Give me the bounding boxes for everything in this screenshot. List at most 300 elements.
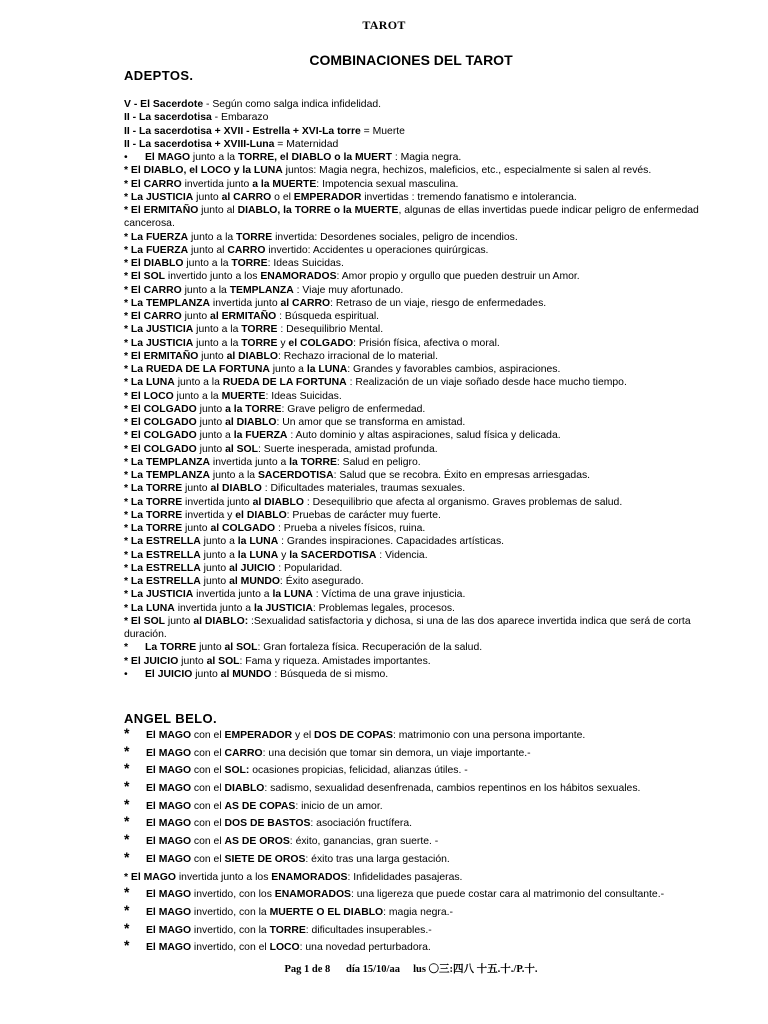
- entry-text: junto a la: [210, 470, 258, 481]
- combination-entry: [124, 795, 724, 816]
- card-name: DOS DE COPAS: [314, 730, 393, 741]
- card-name: El MAGO: [146, 730, 192, 741]
- entry-text: : Realización de un viaje soñado desde hace mucho tiempo.: [346, 377, 627, 389]
- entry-text: junto a: [200, 549, 238, 561]
- entry-text: : Grandes y favorables cambios, aspiraciones.: [347, 364, 561, 375]
- combination-entry: [124, 901, 724, 922]
- combination-entry: [124, 668, 724, 681]
- card-name: SOL:: [224, 765, 250, 777]
- combination-entry: [124, 350, 724, 363]
- asterisk-bullet-icon: *: [124, 831, 130, 848]
- card-name: * El COLGADO: [124, 443, 197, 455]
- card-name: la FUERZA: [233, 430, 288, 442]
- entry-text: : Prueba a niveles físicos, ruina.: [275, 523, 426, 534]
- entry-text: junto: [196, 443, 226, 455]
- entry-text: con el: [191, 800, 225, 812]
- entry-content: [146, 727, 585, 745]
- entry-text: junto: [196, 417, 226, 428]
- entry-text: con el: [191, 747, 225, 759]
- entry-text: con el: [191, 853, 225, 865]
- entry-text: junto: [165, 615, 194, 627]
- entry-text: o el: [271, 191, 294, 203]
- entry-text: junto a: [196, 430, 234, 442]
- combination-entry: [124, 337, 724, 350]
- card-name: al ERMITAÑO: [210, 311, 277, 322]
- card-name: * El DIABLO, el LOCO y la LUNA: [124, 165, 283, 177]
- combination-entry: [124, 727, 724, 745]
- combination-entry: [124, 204, 724, 231]
- card-name: TORRE: [236, 231, 273, 243]
- entry-text: invertida junto a: [210, 456, 290, 468]
- card-name: El MAGO: [146, 783, 192, 795]
- card-name: CARRO: [224, 747, 263, 759]
- entry-text: invertida junto: [182, 496, 253, 508]
- asterisk-bullet-icon: *: [124, 813, 130, 830]
- asterisk-bullet-icon: *: [124, 937, 130, 954]
- combination-entry: [124, 762, 724, 780]
- card-name: al SOL: [206, 655, 240, 667]
- entry-text: : Auto dominio y altas aspiraciones, salud física y delicada.: [287, 430, 561, 442]
- entry-text: : Fama y riqueza. Amistades importantes.: [239, 655, 431, 667]
- combination-entry: [124, 615, 724, 642]
- combination-entry: [124, 429, 724, 442]
- card-name: * La ESTRELLA: [124, 536, 201, 548]
- entry-text: junto a: [200, 536, 238, 548]
- combination-entry: [124, 98, 724, 111]
- card-name: El MAGO: [146, 800, 192, 812]
- section-angel-belo-list: [124, 727, 724, 957]
- entry-text: junto: [198, 350, 227, 362]
- card-name: II - La sacerdotisa + XVIII-Luna: [124, 138, 275, 150]
- entry-text: juntos: Magia negra, hechizos, maleficios, etc., especialmente si salen al revés.: [282, 165, 652, 177]
- card-name: * La LUNA: [124, 377, 175, 389]
- entry-text: : Éxito asegurado.: [279, 576, 364, 587]
- card-name: * La JUSTICIA: [124, 324, 194, 336]
- card-name: AS DE COPAS: [224, 800, 296, 812]
- asterisk-bullet-icon: *: [124, 742, 130, 759]
- section-adeptos-list: [124, 98, 724, 681]
- combination-entry: [124, 535, 724, 548]
- entry-text: : Magia negra.: [391, 152, 462, 163]
- card-name: al SOL: [224, 642, 258, 654]
- entry-text: : Desequilibrio que afecta al organismo. Graves problemas de salud.: [303, 496, 623, 508]
- entry-text: : Infidelidades pasajeras.: [347, 871, 463, 883]
- entry-text: : Búsqueda espiritual.: [276, 311, 380, 322]
- entry-text: : Dificultades materiales, traumas sexuales.: [261, 483, 466, 495]
- card-name: * La FUERZA: [124, 244, 189, 256]
- entry-content: [146, 762, 468, 780]
- entry-content: [146, 745, 531, 763]
- card-name: a la MUERTE: [252, 178, 317, 190]
- card-name: al DIABLO: [226, 350, 278, 362]
- combination-entry: [124, 310, 724, 323]
- card-name: * La ESTRELLA: [124, 549, 201, 561]
- card-name: * El JUICIO: [124, 655, 179, 667]
- combination-entry: [124, 869, 724, 887]
- entry-text: : Viaje muy afortunado.: [293, 284, 404, 296]
- card-name: al SOL: [225, 443, 258, 455]
- card-name: * La TORRE: [124, 496, 183, 508]
- card-name: TORRE: [241, 337, 278, 349]
- card-name: al DIABLO: [252, 496, 304, 508]
- entry-text: junto: [196, 642, 225, 654]
- card-name: al CARRO: [280, 297, 331, 309]
- card-name: al MUNDO: [220, 668, 272, 680]
- entry-text: junto a la: [193, 324, 242, 336]
- combination-entry: [124, 376, 724, 389]
- combination-entry: [124, 588, 724, 601]
- entry-text: : Prisión física, afectiva o moral.: [353, 337, 500, 349]
- entry-text: :Sexualidad satisfactoria y dichosa, si una de las dos aparece invertida indica que será de corta duración.: [124, 615, 691, 640]
- card-name: * El COLGADO: [124, 417, 197, 428]
- card-name: * El CARRO: [124, 178, 182, 190]
- entry-text: : una ligereza que puede costar cara al matrimonio del consultante.-: [350, 889, 665, 901]
- card-name: RUEDA DE LA FORTUNA: [222, 377, 347, 389]
- entry-text: = Maternidad: [274, 138, 339, 150]
- card-name: al JUICIO: [229, 562, 276, 574]
- entry-text: junto: [182, 523, 211, 534]
- entry-content: [146, 815, 412, 833]
- asterisk-bullet-icon: *: [124, 760, 130, 777]
- entry-text: : magia negra.-: [383, 906, 454, 918]
- card-name: la LUNA: [272, 589, 313, 601]
- card-name: SIETE DE OROS: [224, 853, 306, 865]
- card-name: * La ESTRELLA: [124, 562, 201, 574]
- card-name: El MAGO: [146, 924, 192, 936]
- card-name: * El MAGO: [124, 871, 176, 883]
- card-name: II - La sacerdotisa: [124, 112, 212, 124]
- card-name: * La TORRE: [124, 523, 183, 534]
- card-name: El MAGO: [146, 836, 192, 848]
- card-name: MUERTE: [221, 390, 266, 402]
- card-name: la JUSTICIA: [253, 602, 313, 614]
- card-name: DIABLO: [224, 783, 265, 795]
- entry-text: ocasiones propicias, felicidad, alianzas útiles. -: [249, 765, 468, 777]
- entry-content: [146, 780, 640, 798]
- entry-text: junto a la: [188, 231, 237, 243]
- card-name: ENAMORADOS: [260, 271, 337, 283]
- card-name: V - El Sacerdote: [124, 99, 204, 110]
- card-name: AS DE OROS: [224, 836, 290, 848]
- card-name: DOS DE BASTOS: [224, 818, 311, 830]
- entry-text: : Rechazo irracional de lo material.: [277, 350, 438, 362]
- page-footer: Pag 1 de 8 día 15/10/aa lus 〇三:四八 十五.十./P.十.: [284, 964, 538, 975]
- card-name: * El DIABLO: [124, 258, 184, 269]
- card-name: El MAGO: [146, 853, 192, 865]
- entry-content: [146, 886, 664, 904]
- combination-entry: [124, 496, 724, 509]
- card-name: * La TEMPLANZA: [124, 470, 211, 481]
- entry-text: con el: [191, 765, 225, 777]
- asterisk-bullet-icon: *: [124, 795, 130, 812]
- entry-text: invertida y: [182, 509, 236, 521]
- entry-text: : Gran fortaleza física. Recuperación de la salud.: [257, 642, 483, 654]
- card-name: * El COLGADO: [124, 430, 197, 442]
- entry-text: : éxito, ganancias, gran suerte. -: [289, 836, 439, 848]
- entry-text: y: [278, 549, 290, 561]
- entry-text: : Ideas Suicidas.: [265, 390, 342, 402]
- card-name: * La TEMPLANZA: [124, 297, 211, 309]
- entry-content: [146, 851, 450, 869]
- entry-text: y: [277, 337, 289, 349]
- entry-text: : Impotencia sexual masculina.: [316, 178, 459, 190]
- card-name: * El CARRO: [124, 284, 182, 296]
- card-name: CARRO: [227, 244, 266, 256]
- card-name: * El COLGADO: [124, 403, 197, 415]
- entry-text: invertida junto a: [174, 602, 254, 614]
- card-name: el COLGADO: [288, 337, 354, 349]
- entry-text: : dificultades insuperables.-: [305, 924, 432, 936]
- combination-entry: [124, 191, 724, 204]
- entry-text: invertidas : tremendo fanatismo e intolerancia.: [361, 191, 577, 203]
- entry-text: : Retraso de un viaje, riesgo de enfermedades.: [330, 297, 547, 309]
- card-name: El MAGO: [146, 765, 192, 777]
- entry-text: junto: [192, 668, 221, 680]
- entry-text: invertida junto a los: [175, 871, 272, 883]
- entry-text: junto: [182, 483, 211, 495]
- card-name: al DIABLO:: [193, 615, 249, 627]
- entry-text: invertida junto: [181, 178, 253, 190]
- entry-text: : Ideas Suicidas.: [267, 258, 344, 269]
- card-name: a la TORRE: [225, 403, 282, 415]
- combination-entry: [124, 602, 724, 615]
- entry-text: = Muerte: [360, 125, 405, 137]
- card-name: la SACERDOTISA: [289, 549, 377, 561]
- entry-text: invertido, con la: [191, 906, 270, 918]
- entry-text: invertido, con la: [191, 924, 270, 936]
- entry-text: : Pruebas de carácter muy fuerte.: [286, 509, 441, 521]
- asterisk-bullet-icon: *: [124, 725, 130, 741]
- asterisk-bullet-icon: *: [124, 778, 130, 795]
- card-name: II - La sacerdotisa + XVII - Estrella + XVI-La torre: [124, 125, 361, 137]
- entry-content: [146, 798, 383, 816]
- entry-text: : Salud en peligro.: [336, 456, 421, 468]
- entry-text: junto a la: [173, 390, 222, 402]
- combination-entry: [124, 297, 724, 310]
- asterisk-bullet-icon: *: [124, 919, 130, 936]
- section-heading-adeptos: ADEPTOS.: [124, 68, 194, 83]
- entry-text: junto: [178, 655, 207, 667]
- card-name: la LUNA: [306, 364, 348, 375]
- card-name: * La TEMPLANZA: [124, 456, 211, 468]
- card-name: EMPERADOR: [224, 730, 293, 741]
- entry-text: : Salud que se recobra. Éxito en empresas arriesgadas.: [333, 470, 591, 481]
- entry-text: con el: [191, 783, 225, 795]
- card-name: DIABLO, la TORRE o la MUERTE: [237, 205, 399, 216]
- bullet-icon: *: [124, 642, 129, 654]
- card-name: TORRE: [231, 258, 268, 269]
- combination-entry: [124, 164, 724, 177]
- entry-text: junto: [193, 191, 222, 203]
- card-name: el DIABLO: [235, 509, 287, 521]
- entry-text: : Videncia.: [376, 549, 428, 561]
- card-name: al DIABLO: [225, 417, 277, 428]
- card-name: El MAGO: [145, 152, 191, 163]
- entry-text: con el: [191, 818, 225, 830]
- card-name: * La TORRE: [124, 509, 183, 521]
- combination-entry: [124, 390, 724, 403]
- card-name: El MAGO: [146, 942, 192, 954]
- entry-text: - Embarazo: [211, 112, 269, 124]
- combination-entry: [124, 138, 724, 151]
- entry-text: - Según como salga indica infidelidad.: [203, 99, 382, 110]
- entry-text: junto a la: [181, 284, 230, 296]
- card-name: El MAGO: [146, 818, 192, 830]
- card-name: * El ERMITAÑO: [124, 205, 199, 216]
- card-name: * La RUEDA DE LA FORTUNA: [124, 364, 270, 375]
- combination-entry: [124, 848, 724, 869]
- combination-entry: [124, 416, 724, 429]
- entry-text: : éxito tras una larga gestación.: [305, 853, 450, 865]
- card-name: MUERTE O EL DIABLO: [269, 906, 384, 918]
- entry-text: y el: [292, 730, 315, 741]
- entry-content: [146, 904, 453, 922]
- entry-text: : inicio de un amor.: [295, 800, 383, 812]
- card-name: al DIABLO: [210, 483, 262, 495]
- entry-text: : Búsqueda de si mismo.: [271, 668, 389, 680]
- entry-text: : Un amor que se transforma en amistad.: [276, 417, 466, 428]
- card-name: al COLGADO: [210, 523, 276, 534]
- entry-text: junto a la: [190, 152, 238, 163]
- card-name: TORRE, el DIABLO o la MUERT: [237, 152, 392, 163]
- combination-entry: [124, 363, 724, 376]
- bullet-icon: •: [124, 152, 128, 163]
- card-name: * La JUSTICIA: [124, 589, 194, 601]
- card-name: El MAGO: [146, 906, 192, 918]
- entry-text: con el: [191, 730, 225, 741]
- card-name: SACERDOTISA: [257, 470, 334, 481]
- combination-entry: [124, 655, 724, 668]
- card-name: ENAMORADOS: [274, 889, 351, 901]
- card-name: TORRE: [241, 324, 278, 336]
- entry-text: : matrimonio con una persona importante.: [392, 730, 586, 741]
- card-name: * El LOCO: [124, 390, 174, 402]
- combination-entry: [124, 403, 724, 416]
- entry-text: invertido: Accidentes u operaciones quirúrgicas.: [265, 244, 489, 256]
- entry-text: : sadismo, sexualidad desenfrenada, cambios repentinos en los hábitos sexuales.: [264, 783, 641, 795]
- combination-entry: [124, 284, 724, 297]
- entry-text: : una novedad perturbadora.: [299, 942, 431, 954]
- card-name: El MAGO: [146, 747, 192, 759]
- card-name: al MUNDO: [229, 576, 280, 587]
- combination-entry: [124, 562, 724, 575]
- entry-text: invertida junto: [210, 297, 281, 309]
- asterisk-bullet-icon: *: [124, 848, 130, 865]
- entry-text: invertida: Desordenes sociales, peligro de incendios.: [272, 231, 518, 243]
- entry-text: junto a: [269, 364, 307, 375]
- entry-text: invertido junto a los: [165, 271, 261, 283]
- combination-entry: [124, 815, 724, 833]
- combination-entry: [124, 257, 724, 270]
- combination-entry: [124, 443, 724, 456]
- combination-entry: [124, 549, 724, 562]
- entry-text: junto al: [198, 205, 238, 216]
- page-header-title: TAROT: [362, 18, 406, 32]
- asterisk-bullet-icon: *: [124, 901, 130, 918]
- card-name: la LUNA: [237, 549, 279, 561]
- card-name: * La JUSTICIA: [124, 191, 194, 203]
- card-name: ENAMORADOS: [271, 871, 348, 883]
- entry-text: : Popularidad.: [275, 562, 343, 574]
- combination-entry: [124, 482, 724, 495]
- card-name: al CARRO: [221, 191, 272, 203]
- combination-entry: [124, 742, 724, 763]
- entry-text: junto a la: [193, 337, 242, 349]
- card-name: * La ESTRELLA: [124, 576, 201, 587]
- card-name: * El ERMITAÑO: [124, 350, 199, 362]
- combination-entry: [124, 125, 724, 138]
- combination-entry: [124, 231, 724, 244]
- combination-entry: [124, 244, 724, 257]
- entry-text: junto a la: [183, 258, 232, 269]
- card-name: la LUNA: [237, 536, 279, 548]
- combination-entry: [124, 456, 724, 469]
- card-name: * La TORRE: [124, 483, 183, 495]
- combination-entry: [124, 151, 724, 164]
- entry-text: junto al: [188, 244, 228, 256]
- card-name: * La JUSTICIA: [124, 337, 194, 349]
- entry-text: invertido, con los: [191, 889, 275, 901]
- entry-text: invertido, con el: [191, 942, 270, 954]
- combination-entry: [124, 509, 724, 522]
- combination-entry: [124, 270, 724, 283]
- entry-content: [124, 869, 462, 887]
- card-name: TORRE: [269, 924, 306, 936]
- combination-entry: [124, 323, 724, 336]
- card-name: la TORRE: [289, 456, 337, 468]
- combination-entry: [124, 939, 724, 957]
- combination-entry: [124, 469, 724, 482]
- card-name: TEMPLANZA: [229, 284, 294, 296]
- card-name: * El CARRO: [124, 311, 182, 322]
- entry-text: : Amor propio y orgullo que pueden destruir un Amor.: [336, 271, 580, 283]
- entry-text: : Víctima de una grave injusticia.: [312, 589, 466, 601]
- entry-content: [146, 833, 438, 851]
- combination-entry: [124, 919, 724, 940]
- entry-text: : Grave peligro de enfermedad.: [281, 403, 426, 415]
- entry-text: : Suerte inesperada, amistad profunda.: [257, 443, 438, 455]
- section-heading-angel-belo: ANGEL BELO.: [124, 711, 218, 726]
- entry-text: : Desequilibrio Mental.: [277, 324, 384, 336]
- combination-entry: [124, 833, 724, 851]
- card-name: LOCO: [269, 942, 300, 954]
- asterisk-bullet-icon: *: [124, 884, 130, 901]
- entry-content: [146, 922, 432, 940]
- entry-text: : asociación fructífera.: [310, 818, 413, 830]
- entry-text: : Grandes inspiraciones. Capacidades artísticas.: [278, 536, 505, 548]
- card-name: La TORRE: [145, 642, 197, 654]
- card-name: El JUICIO: [145, 668, 193, 680]
- combination-entry: [124, 886, 724, 904]
- entry-text: junto a la: [174, 377, 223, 389]
- card-name: * El SOL: [124, 271, 165, 283]
- card-name: * La LUNA: [124, 602, 175, 614]
- card-name: * La FUERZA: [124, 231, 189, 243]
- combination-entry: [124, 575, 724, 588]
- bullet-icon: •: [124, 668, 128, 680]
- card-name: * El SOL: [124, 615, 165, 627]
- entry-content: [146, 939, 431, 957]
- entry-text: junto: [181, 311, 211, 322]
- combination-entry: [124, 522, 724, 535]
- combination-entry: [124, 178, 724, 191]
- combination-entry: [124, 111, 724, 124]
- entry-text: junto: [200, 562, 230, 574]
- entry-text: invertida junto a: [193, 589, 273, 601]
- card-name: EMPERADOR: [293, 191, 362, 203]
- document-title: COMBINACIONES DEL TAROT: [309, 52, 513, 68]
- entry-text: con el: [191, 836, 225, 848]
